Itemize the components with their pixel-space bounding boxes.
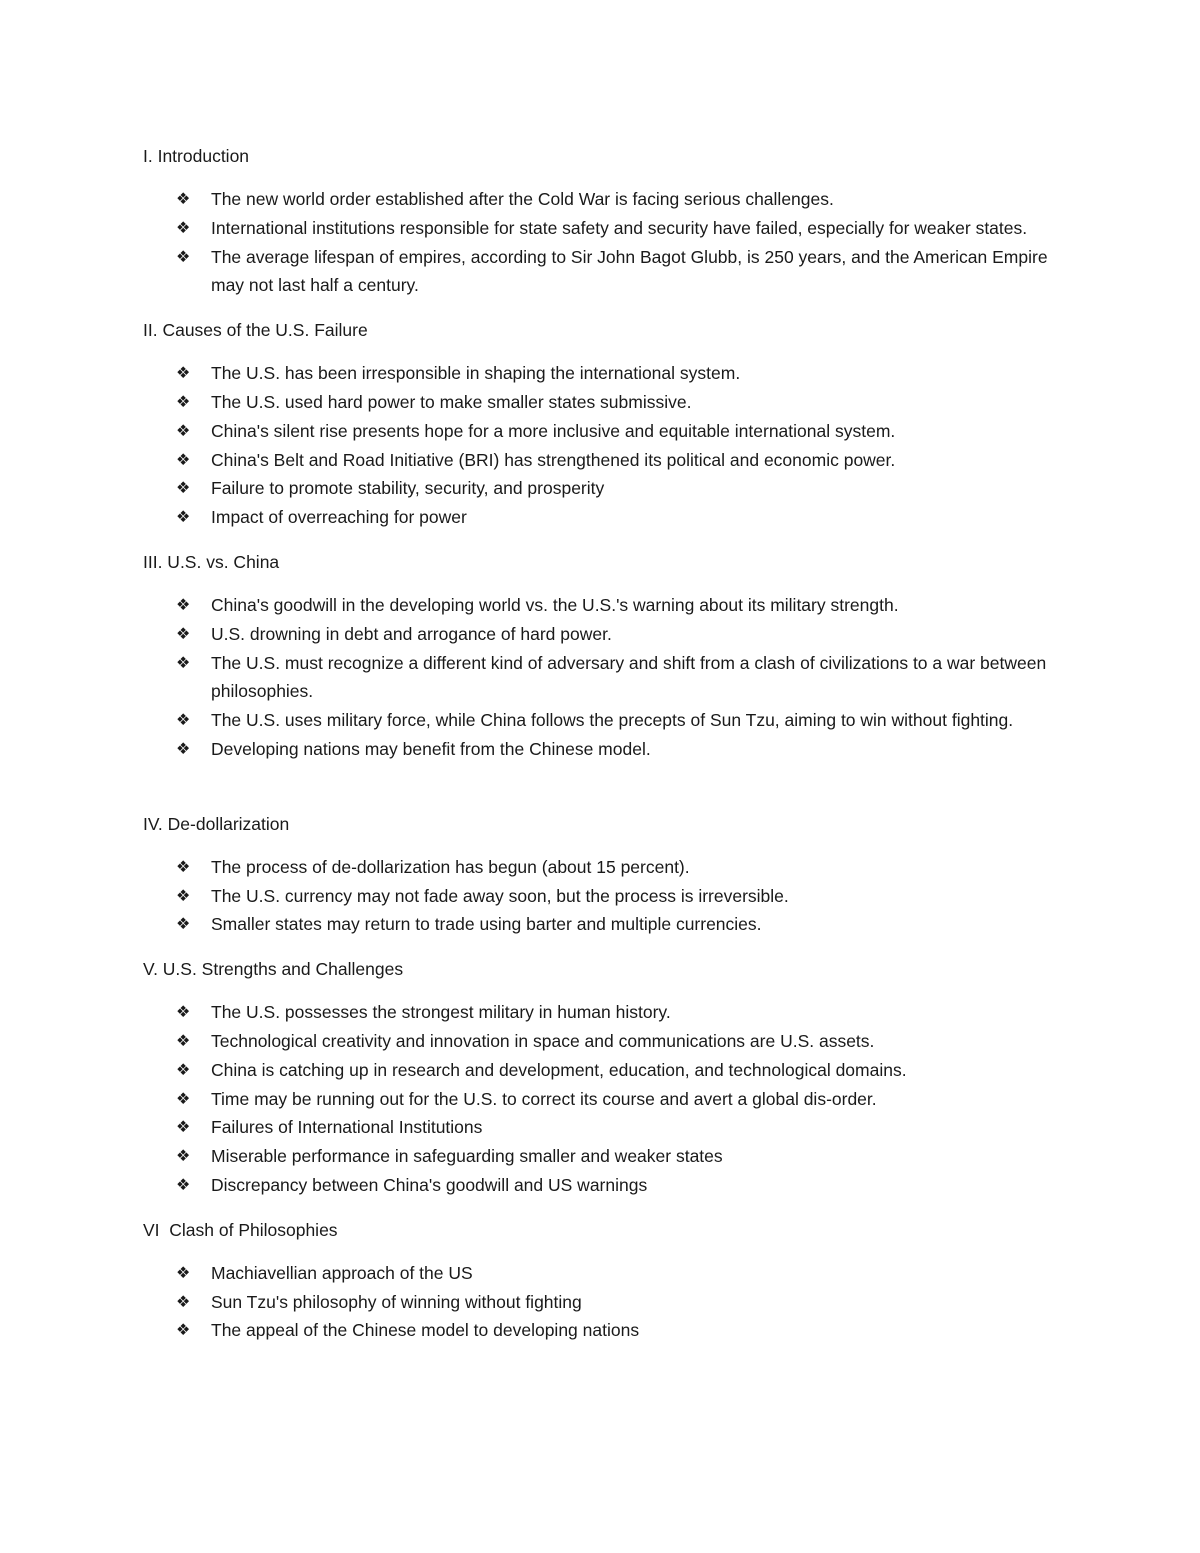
document-content xyxy=(143,142,1053,1361)
section-causes-of-us-failure xyxy=(143,316,1053,532)
list-item-text: The U.S. currency may not fade away soon, but the process is irreversible. xyxy=(211,885,789,906)
list-item xyxy=(143,882,1053,911)
section-heading: VI Clash of Philosophies xyxy=(143,1219,338,1240)
bullet-list xyxy=(143,1259,1053,1345)
list-item-text: Technological creativity and innovation in space and communications are U.S. assets. xyxy=(211,1030,875,1051)
bullet-list xyxy=(143,185,1053,300)
list-item xyxy=(143,1316,1053,1345)
list-item-text: Machiavellian approach of the US xyxy=(211,1262,473,1283)
list-item-text: China's Belt and Road Initiative (BRI) has strengthened its political and economic power. xyxy=(211,449,896,470)
list-item xyxy=(143,649,1053,707)
four-diamond-bullet-icon: ❖ xyxy=(176,189,191,208)
list-item xyxy=(143,1056,1053,1085)
four-diamond-bullet-icon: ❖ xyxy=(176,914,191,934)
four-diamond-bullet-icon: ❖ xyxy=(176,478,191,498)
four-diamond-bullet-icon: ❖ xyxy=(176,623,191,643)
list-item-text: Miserable performance in safeguarding smaller and weaker states xyxy=(211,1146,723,1167)
four-diamond-bullet-icon: ❖ xyxy=(176,1088,191,1108)
four-diamond-bullet-icon: ❖ xyxy=(176,652,191,672)
list-item xyxy=(143,910,1053,939)
list-item xyxy=(143,359,1053,388)
list-item-text: The U.S. possesses the strongest military in human history. xyxy=(211,1002,671,1023)
list-item-text: Developing nations may benefit from the Chinese model. xyxy=(211,738,651,759)
four-diamond-bullet-icon: ❖ xyxy=(176,1174,191,1194)
list-item xyxy=(143,1113,1053,1142)
four-diamond-bullet-icon: ❖ xyxy=(176,856,191,876)
section-us-strengths-and-challenges xyxy=(143,955,1053,1200)
four-diamond-bullet-icon: ❖ xyxy=(176,1117,191,1137)
section-heading: II. Causes of the U.S. Failure xyxy=(143,320,368,341)
list-item xyxy=(143,243,1053,301)
list-item xyxy=(143,1085,1053,1114)
section-heading: III. U.S. vs. China xyxy=(143,551,280,572)
bullet-list xyxy=(143,998,1053,1200)
list-item-text: U.S. drowning in debt and arrogance of hard power. xyxy=(211,623,612,644)
list-item-text: The U.S. has been irresponsible in shaping the international system. xyxy=(211,363,741,384)
blank-line-spacer xyxy=(143,780,1053,810)
section-de-dollarization xyxy=(143,810,1053,939)
list-item xyxy=(143,446,1053,475)
list-item-text: Impact of overreaching for power xyxy=(211,507,467,528)
four-diamond-bullet-icon: ❖ xyxy=(176,1059,191,1079)
list-item-text: The process of de-dollarization has begun (about 15 percent). xyxy=(211,856,690,877)
list-item xyxy=(143,1027,1053,1056)
list-item xyxy=(143,853,1053,882)
list-item-text: China's silent rise presents hope for a more inclusive and equitable international system. xyxy=(211,420,896,441)
bullet-list xyxy=(143,853,1053,939)
four-diamond-bullet-icon: ❖ xyxy=(176,507,191,527)
four-diamond-bullet-icon: ❖ xyxy=(176,391,191,411)
list-item xyxy=(143,591,1053,620)
four-diamond-bullet-icon: ❖ xyxy=(176,1030,191,1050)
list-item xyxy=(143,706,1053,735)
four-diamond-bullet-icon: ❖ xyxy=(176,710,191,730)
list-item xyxy=(143,474,1053,503)
list-item xyxy=(143,185,1053,214)
four-diamond-bullet-icon: ❖ xyxy=(176,1146,191,1166)
four-diamond-bullet-icon: ❖ xyxy=(176,1320,191,1340)
section-heading: I. Introduction xyxy=(143,146,250,166)
four-diamond-bullet-icon: ❖ xyxy=(176,885,191,905)
four-diamond-bullet-icon: ❖ xyxy=(176,1291,191,1311)
list-item xyxy=(143,735,1053,764)
list-item-text: The appeal of the Chinese model to developing nations xyxy=(211,1320,640,1341)
list-item xyxy=(143,417,1053,446)
list-item xyxy=(143,1288,1053,1317)
list-item-text: Smaller states may return to trade using barter and multiple currencies. xyxy=(211,914,762,935)
section-introduction xyxy=(143,142,1053,300)
list-item-text: China's goodwill in the developing world vs. the U.S.'s warning about its military strength. xyxy=(211,594,899,615)
four-diamond-bullet-icon: ❖ xyxy=(176,594,191,614)
list-item xyxy=(143,1171,1053,1200)
section-heading: V. U.S. Strengths and Challenges xyxy=(143,959,404,980)
list-item xyxy=(143,214,1053,243)
four-diamond-bullet-icon: ❖ xyxy=(176,246,191,266)
list-item-text: The U.S. uses military force, while China follows the precepts of Sun Tzu, aiming to win without fighting. xyxy=(211,710,1014,731)
list-item-text: The average lifespan of empires, according to Sir John Bagot Glubb, is 250 years, and the American Empire may not last half a century. xyxy=(211,246,1048,296)
list-item-text: Failures of International Institutions xyxy=(211,1117,483,1138)
list-item-text: Sun Tzu's philosophy of winning without fighting xyxy=(211,1291,582,1312)
section-clash-of-philosophies xyxy=(143,1216,1053,1345)
section-heading: IV. De-dollarization xyxy=(143,813,290,834)
four-diamond-bullet-icon: ❖ xyxy=(176,1262,191,1282)
list-item xyxy=(143,1259,1053,1288)
four-diamond-bullet-icon: ❖ xyxy=(176,363,191,383)
list-item-text: Discrepancy between China's goodwill and US warnings xyxy=(211,1174,648,1195)
list-item-text: The U.S. must recognize a different kind of adversary and shift from a clash of civilizations to a war between philosophies. xyxy=(211,652,1047,702)
four-diamond-bullet-icon: ❖ xyxy=(176,420,191,440)
list-item xyxy=(143,998,1053,1027)
list-item xyxy=(143,503,1053,532)
four-diamond-bullet-icon: ❖ xyxy=(176,738,191,758)
bullet-list xyxy=(143,359,1053,532)
list-item-text: Failure to promote stability, security, and prosperity xyxy=(211,478,605,499)
list-item xyxy=(143,620,1053,649)
list-item xyxy=(143,388,1053,417)
list-item-text: Time may be running out for the U.S. to correct its course and avert a global dis-order. xyxy=(211,1088,877,1109)
list-item-text: The U.S. used hard power to make smaller states submissive. xyxy=(211,391,692,412)
list-item-text: The new world order established after the Cold War is facing serious challenges. xyxy=(211,189,834,209)
section-us-vs-china xyxy=(143,548,1053,810)
list-item xyxy=(143,1142,1053,1171)
four-diamond-bullet-icon: ❖ xyxy=(176,217,191,237)
bullet-list xyxy=(143,591,1053,764)
list-item-text: International institutions responsible for state safety and security have failed, especially for weaker states. xyxy=(211,217,1028,238)
list-item-text: China is catching up in research and development, education, and technological domains. xyxy=(211,1059,907,1080)
four-diamond-bullet-icon: ❖ xyxy=(176,1002,191,1022)
four-diamond-bullet-icon: ❖ xyxy=(176,449,191,469)
